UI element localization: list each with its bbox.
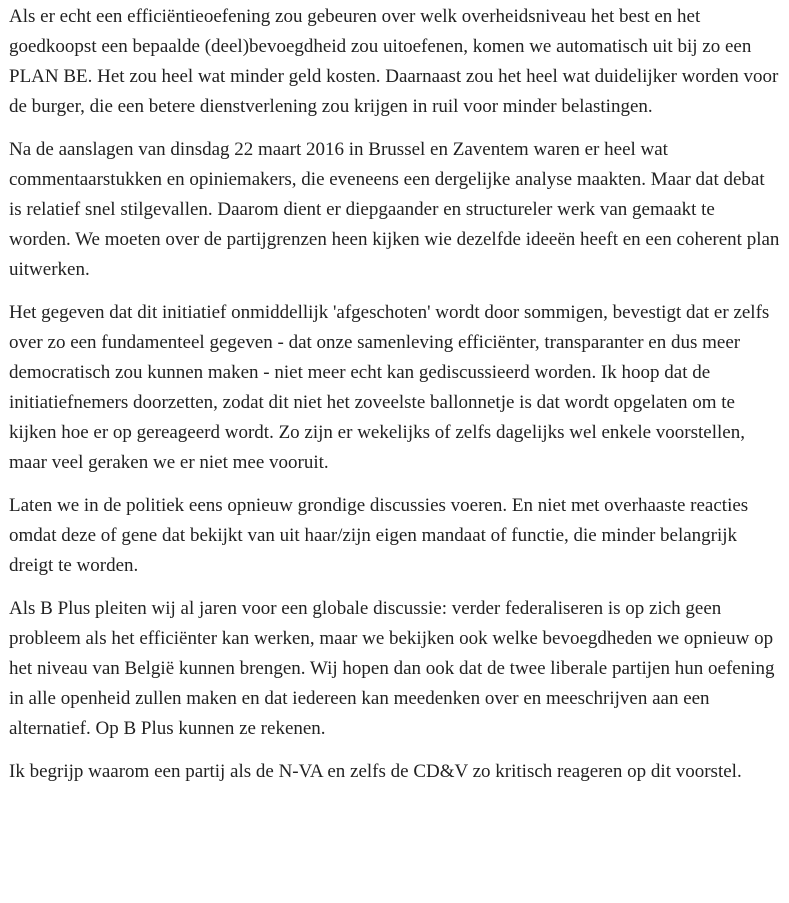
article-paragraph-2: Na de aanslagen van dinsdag 22 maart 2016 in Brussel en Zaventem waren er heel wat commentaarstukken en opiniemakers, die eveneens een dergelijke analyse maakten. Maar dat debat is relatief snel stilgevallen. Daarom dient er diepgaander en structureler werk van gemaakt te worden. We moeten over de partijgrenzen heen kijken wie dezelfde ideeën heeft en een coherent plan uitwerken.: [9, 139, 780, 280]
article-paragraph-1: Als er echt een efficiëntieoefening zou gebeuren over welk overheidsniveau het best en het goedkoopst een bepaalde (deel)bevoegdheid zou uitoefenen, komen we automatisch uit bij zo een PLAN BE. Het zou heel wat minder geld kosten. Daarnaast zou het heel wat duidelijker worden voor de burger, die een betere dienstverlening zou krijgen in ruil voor minder belastingen.: [9, 6, 779, 117]
article-paragraph-3: Het gegeven dat dit initiatief onmiddellijk 'afgeschoten' wordt door sommigen, bevestigt dat er zelfs over zo een fundamenteel gegeven - dat onze samenleving efficiënter, transparanter en dus meer democratisch zou kunnen maken - niet meer echt kan gediscussieerd worden. Ik hoop dat de initiatiefnemers doorzetten, zodat dit niet het zoveelste ballonnetje is dat wordt opgelaten om te kijken hoe er op gereageerd wordt. Zo zijn er wekelijks of zelfs dagelijks wel enkele voorstellen, maar veel geraken we er niet mee vooruit.: [9, 302, 770, 473]
article-paragraph-4: Laten we in de politiek eens opnieuw grondige discussies voeren. En niet met overhaaste reacties omdat deze of gene dat bekijkt van uit haar/zijn eigen mandaat of functie, die minder belangrijk dreigt te worden.: [9, 495, 749, 576]
article-paragraph-5: Als B Plus pleiten wij al jaren voor een globale discussie: verder federaliseren is op zich geen probleem als het efficiënter kan werken, maar we bekijken ook welke bevoegdheden we opnieuw op het niveau van België kunnen brengen. Wij hopen dan ook dat de twee liberale partijen hun oefening in alle openheid zullen maken en dat iedereen kan meedenken over en meeschrijven aan een alternatief. Op B Plus kunnen ze rekenen.: [9, 598, 775, 739]
article-paragraph-6: Ik begrijp waarom een partij als de N-VA en zelfs de CD&V zo kritisch reageren op dit voorstel.: [9, 761, 742, 782]
